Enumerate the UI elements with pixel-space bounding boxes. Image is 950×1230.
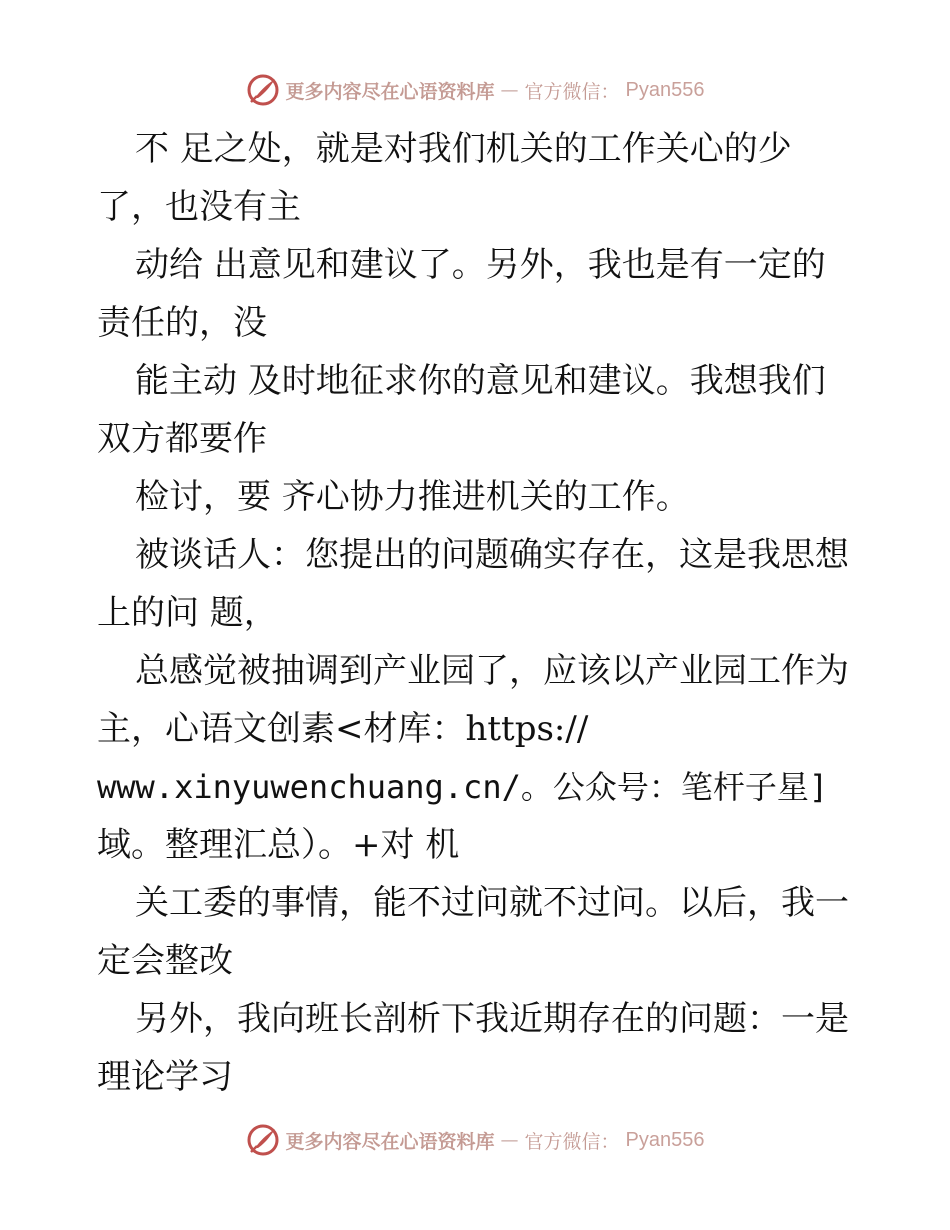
header-wechat-label: 官方微信： (524, 80, 620, 103)
text-line: 被谈话人：您提出的问题确实存在，这是我思想 (135, 535, 849, 575)
text-line: 关工委的事情，能不过问就不过问。以后，我一 (135, 883, 849, 923)
header-watermark (0, 70, 950, 110)
text-line: 另外，我向班长剖析下我近期存在的问题：一是 (135, 999, 849, 1039)
text-line: 检讨，要 齐心协力推进机关的工作。 (135, 477, 690, 517)
text-line: 总感觉被抽调到产业园了，应该以产业园工作为 (135, 651, 849, 691)
text-line: 能主动 及时地征求你的意见和建议。我想我们 (135, 361, 826, 401)
text-line: 不 足之处，就是对我们机关的工作关心的少 (135, 129, 792, 169)
header-wechat-id: Pyan556 (625, 78, 705, 101)
footer-wechat-id: Pyan556 (625, 1128, 705, 1151)
document-body (97, 120, 857, 1106)
header-banner (246, 73, 705, 107)
quill-logo-icon (246, 1123, 280, 1157)
footer-separator: — (500, 1129, 519, 1151)
text-line: 域。整理汇总）。+对 机 (97, 825, 460, 865)
text-line: 理论学习 (97, 1057, 233, 1097)
text-line: 定会整改 (97, 941, 233, 981)
text-line: 责任的，没 (97, 303, 267, 343)
footer-site-name: 更多内容尽在心语资料库 (285, 1130, 495, 1153)
footer-watermark (0, 1120, 950, 1160)
text-line: 上的问 题， (97, 593, 278, 633)
footer-wechat-label: 官方微信： (524, 1130, 620, 1153)
header-separator: — (500, 79, 519, 101)
text-line: 动给 出意见和建议了。另外，我也是有一定的 (135, 245, 826, 285)
text-line: 双方都要作 (97, 419, 267, 459)
header-site-name: 更多内容尽在心语资料库 (285, 80, 495, 103)
text-line: 了，也没有主 (97, 187, 301, 227)
text-line: www.xinyuwenchuang.cn/。公众号：笔杆子星] (97, 768, 829, 806)
footer-banner (246, 1123, 705, 1157)
quill-logo-icon (246, 73, 280, 107)
text-line: 主，心语文创素<材库：https:// (97, 709, 589, 749)
